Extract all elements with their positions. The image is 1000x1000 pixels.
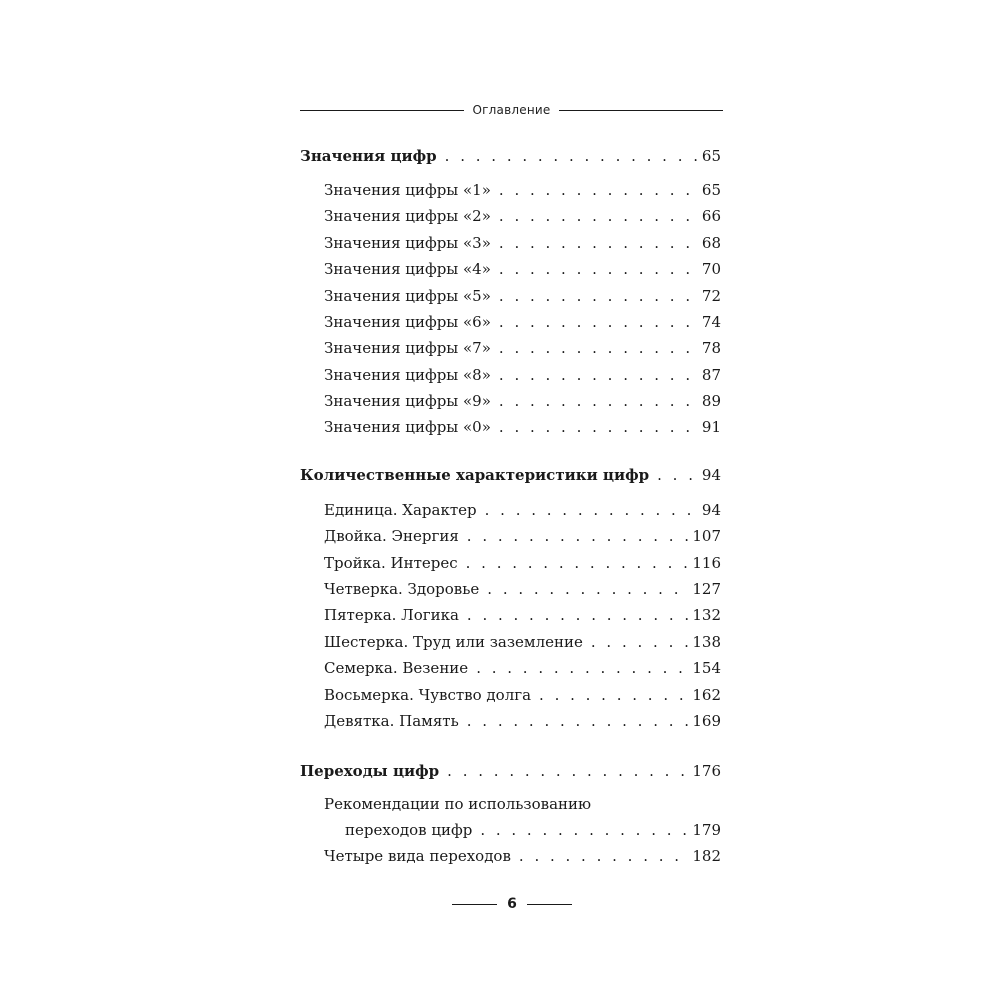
toc-entry[interactable] <box>324 233 721 253</box>
toc-leader <box>499 365 698 385</box>
toc-entry[interactable] <box>324 391 721 411</box>
toc-leader <box>499 286 698 306</box>
toc-entry-title-line1[interactable]: Рекомендации по использованию <box>324 795 592 813</box>
toc-page-number: 78 <box>701 339 721 357</box>
toc-entry[interactable] <box>324 579 721 599</box>
footer-rule-right <box>527 904 572 905</box>
toc-entry-title: Значения цифры «7» <box>324 339 491 357</box>
toc-leader <box>499 312 698 332</box>
page-number: 6 <box>507 896 517 912</box>
toc-section[interactable] <box>300 465 721 485</box>
toc-entry[interactable] <box>324 417 721 437</box>
toc-leader <box>499 180 698 200</box>
toc-leader <box>476 658 688 678</box>
toc-leader <box>467 605 688 625</box>
toc-section-title: Количественные характеристики цифр <box>300 466 650 484</box>
toc-page-number: 127 <box>692 580 721 598</box>
toc-leader <box>539 685 688 705</box>
footer-rule-left <box>452 904 497 905</box>
toc-leader <box>467 526 689 546</box>
toc-entry[interactable] <box>324 312 721 332</box>
toc-entry[interactable] <box>324 180 721 200</box>
toc-leader <box>445 146 698 166</box>
toc-page-number: 132 <box>692 606 721 624</box>
toc-leader <box>466 553 689 573</box>
toc-entry[interactable] <box>324 500 721 520</box>
toc-section-title: Значения цифр <box>300 147 437 165</box>
toc-leader <box>499 338 698 358</box>
toc-page-number: 66 <box>701 207 721 225</box>
header-title: Оглавление <box>472 103 551 117</box>
toc-leader <box>591 632 688 652</box>
toc-page-number: 154 <box>692 659 721 677</box>
toc-entry[interactable] <box>324 685 721 705</box>
toc-leader <box>499 233 698 253</box>
toc-entry-title: Четыре вида переходов <box>324 847 511 865</box>
toc-entry-title: переходов цифр <box>345 821 473 839</box>
toc-entry[interactable] <box>324 632 721 652</box>
toc-entry[interactable] <box>324 365 721 385</box>
toc-entry-title: Значения цифры «8» <box>324 366 491 384</box>
toc-entry[interactable] <box>324 605 721 625</box>
toc-entry-title: Пятерка. Логика <box>324 606 459 624</box>
toc-page-number: 169 <box>692 712 721 730</box>
toc-entry[interactable] <box>324 206 721 226</box>
toc-page-number: 87 <box>701 366 721 384</box>
toc-page-number: 94 <box>701 466 721 484</box>
toc-page-number: 138 <box>692 633 721 651</box>
toc-page-number: 70 <box>701 260 721 278</box>
toc-entry-title: Двойка. Энергия <box>324 527 459 545</box>
toc-entry-title: Значения цифры «1» <box>324 181 491 199</box>
toc-entry-title: Значения цифры «4» <box>324 260 491 278</box>
toc-page-number: 116 <box>692 554 721 572</box>
toc-page-number: 74 <box>701 313 721 331</box>
toc-section[interactable] <box>300 761 721 781</box>
toc-entry-title: Значения цифры «9» <box>324 392 491 410</box>
toc-page-number: 176 <box>692 762 721 780</box>
toc-entry-title: Четверка. Здоровье <box>324 580 480 598</box>
toc-entry-title: Шестерка. Труд или заземление <box>324 633 583 651</box>
toc-page-number: 179 <box>692 821 721 839</box>
toc-entry[interactable] <box>324 846 721 866</box>
toc-page-number: 72 <box>701 287 721 305</box>
toc-leader <box>499 391 698 411</box>
toc-leader <box>480 820 688 840</box>
toc-entry-title: Восьмерка. Чувство долга <box>324 686 532 704</box>
toc-entry-title: Тройка. Интерес <box>324 554 458 572</box>
toc-leader <box>447 761 688 781</box>
toc-leader <box>485 500 698 520</box>
toc-entry[interactable] <box>324 526 721 546</box>
toc-entry-title: Значения цифры «0» <box>324 418 491 436</box>
toc-entry[interactable] <box>324 286 721 306</box>
toc-entry-title: Значения цифры «6» <box>324 313 491 331</box>
toc-leader <box>657 465 698 485</box>
toc-leader <box>487 579 688 599</box>
toc-page-number: 68 <box>701 234 721 252</box>
toc-entry[interactable] <box>324 553 721 573</box>
toc-page-number: 89 <box>701 392 721 410</box>
toc-entry[interactable] <box>324 658 721 678</box>
toc-page-number: 94 <box>701 501 721 519</box>
toc-entry[interactable] <box>324 711 721 731</box>
toc-entry-title: Единица. Характер <box>324 501 477 519</box>
toc-entry-title: Значения цифры «2» <box>324 207 491 225</box>
toc-entry-title: Значения цифры «5» <box>324 287 491 305</box>
toc-leader <box>499 206 698 226</box>
toc-page-number: 65 <box>701 181 721 199</box>
toc-leader <box>519 846 688 866</box>
toc-page-number: 91 <box>701 418 721 436</box>
toc-entry[interactable] <box>324 338 721 358</box>
toc-section-title: Переходы цифр <box>300 762 440 780</box>
toc-page-number: 107 <box>692 527 721 545</box>
toc-entry-title: Семерка. Везение <box>324 659 469 677</box>
toc-page-number: 182 <box>692 847 721 865</box>
toc-entry-title: Значения цифры «3» <box>324 234 491 252</box>
toc-entry-title: Девятка. Память <box>324 712 459 730</box>
toc-entry[interactable] <box>324 259 721 279</box>
page-footer <box>452 893 572 915</box>
toc-leader <box>499 259 698 279</box>
toc-page-number: 162 <box>692 686 721 704</box>
toc-entry[interactable] <box>345 820 721 840</box>
toc-section[interactable] <box>300 146 721 166</box>
toc-page-number: 65 <box>701 147 721 165</box>
toc-leader <box>467 711 689 731</box>
toc-leader <box>499 417 698 437</box>
